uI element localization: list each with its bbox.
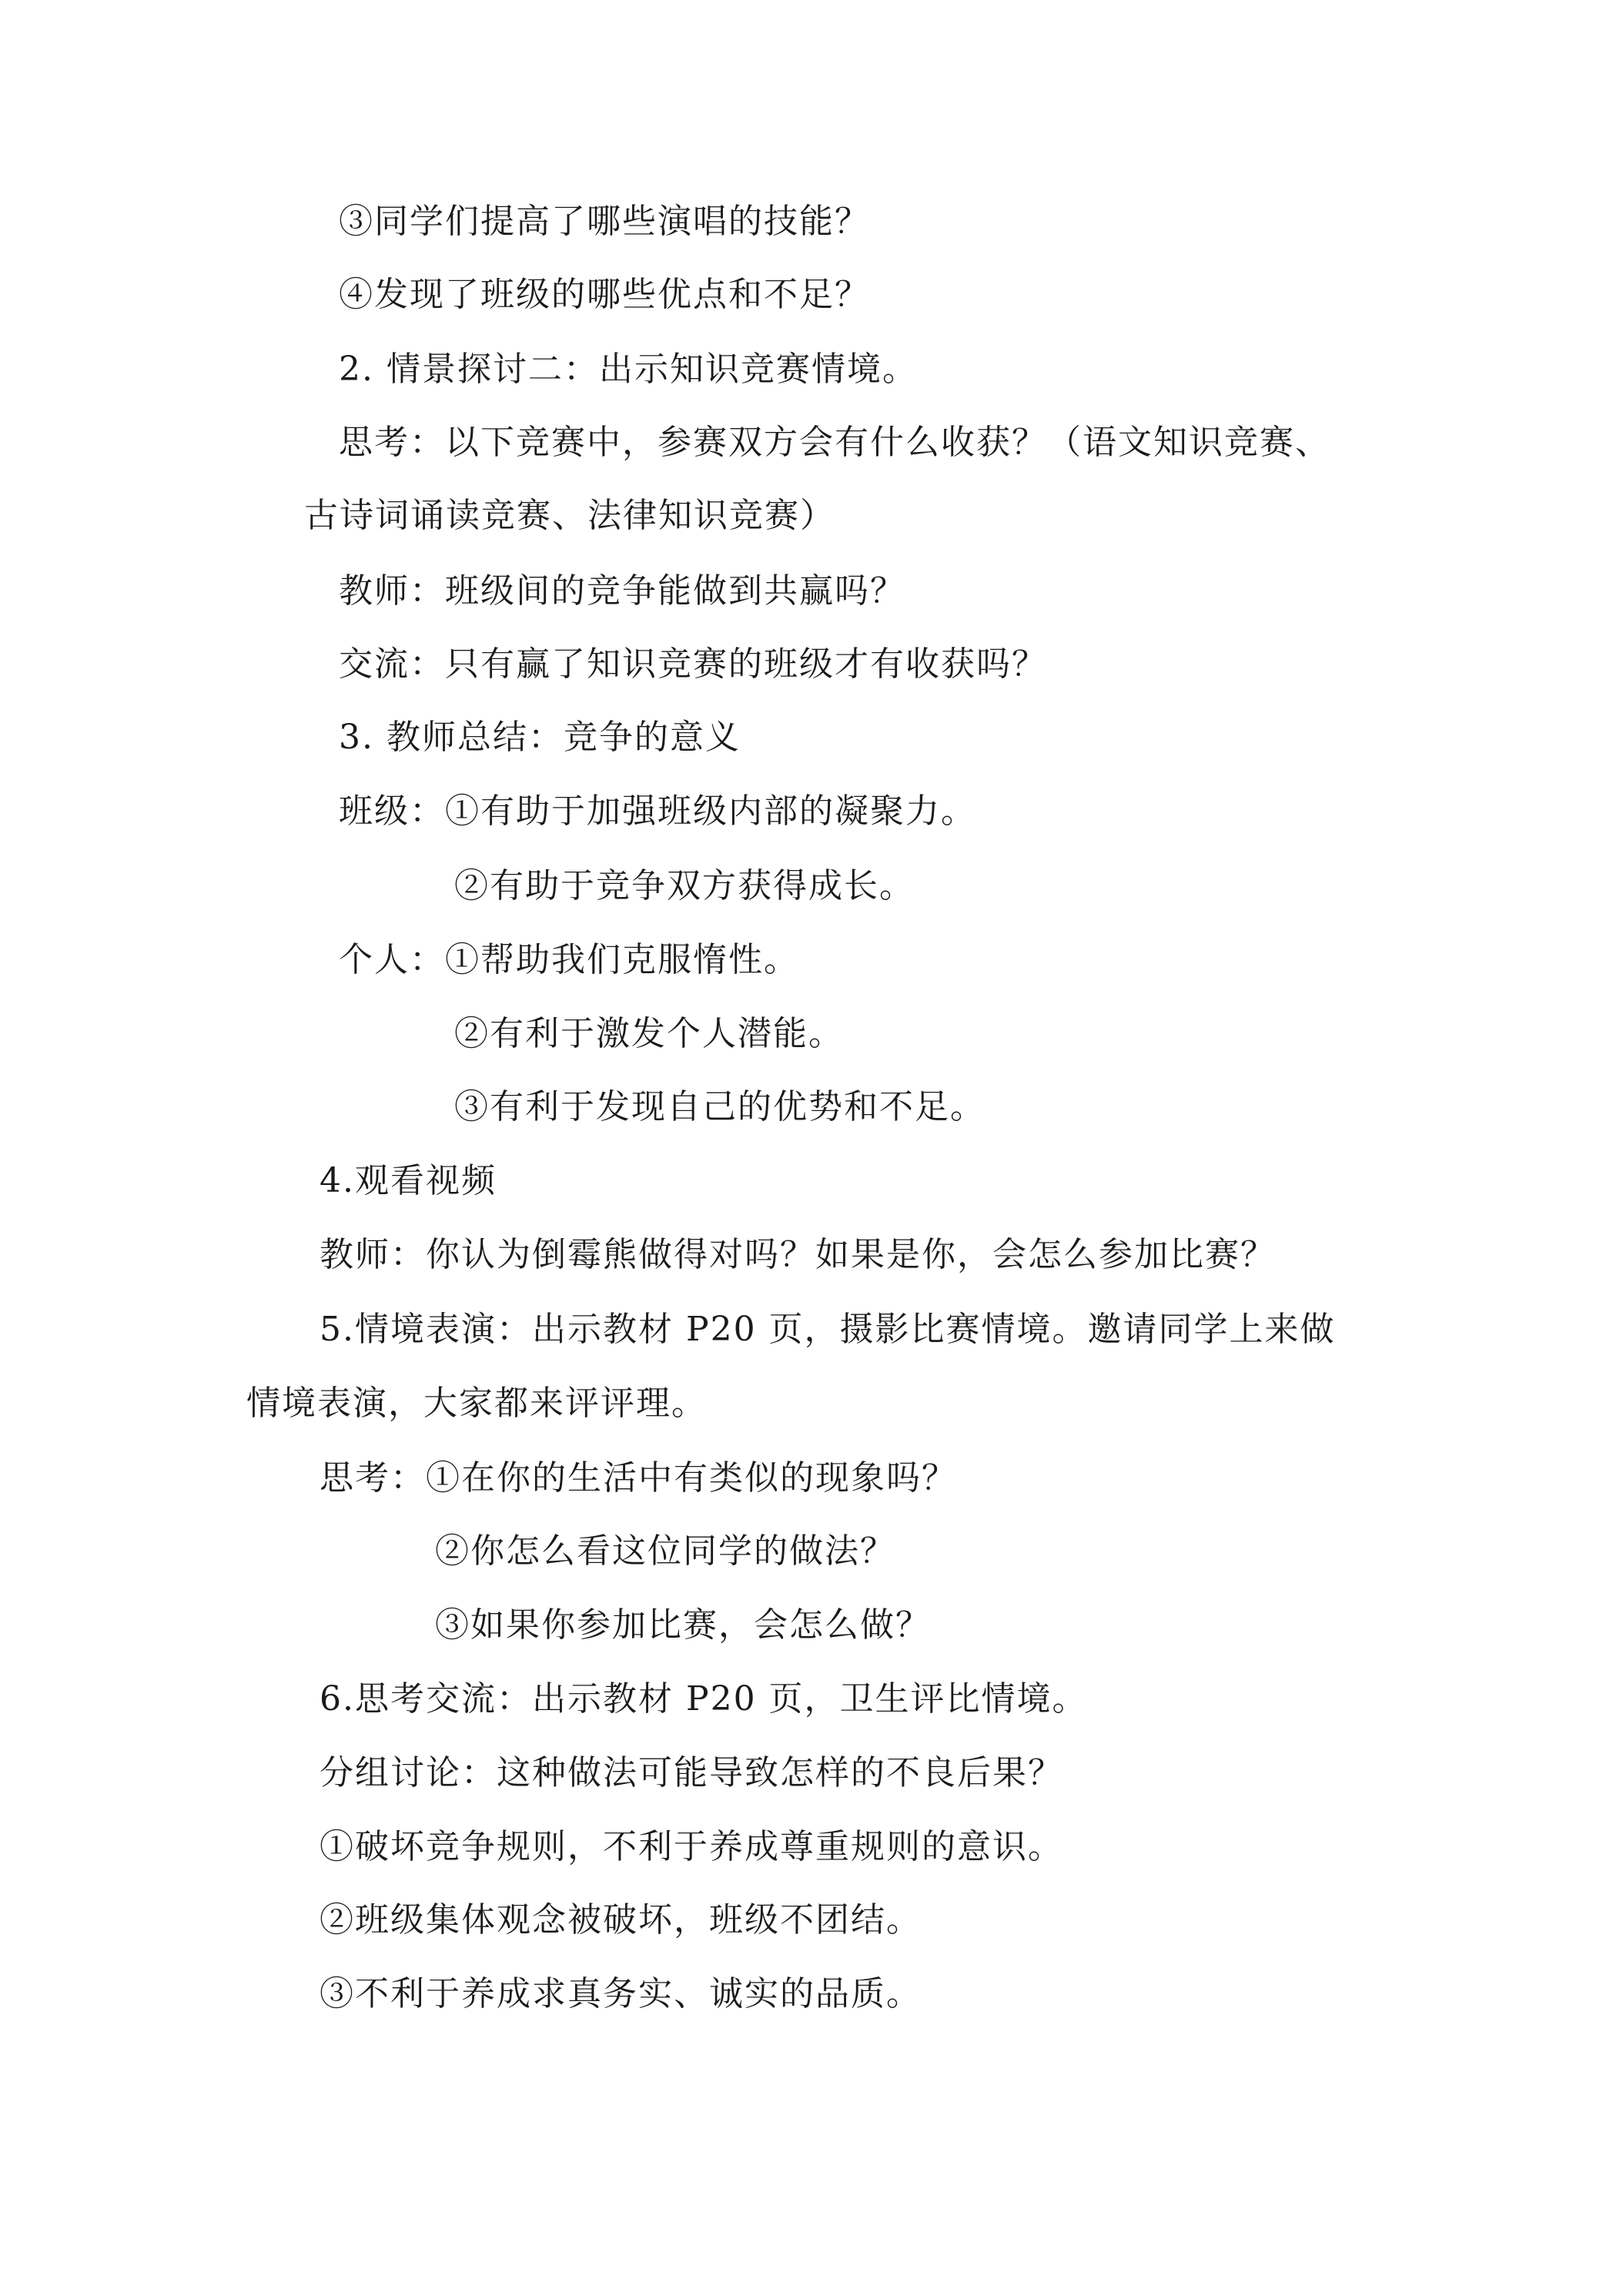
text-line: 4.观看视频 [320,1161,497,1200]
text-line: 5.情境表演：出示教材 P20 页，摄影比赛情境。邀请同学上来做 [320,1310,1336,1349]
text-line: ③有利于发现自己的优势和不足。 [454,1087,986,1126]
text-line: 教师：你认为倒霉熊做得对吗？如果是你，会怎么参加比赛？ [320,1235,1276,1274]
text-line: 分组讨论：这种做法可能导致怎样的不良后果？ [320,1753,1063,1792]
text-line: ③同学们提高了哪些演唱的技能？ [339,202,870,241]
text-line: ④发现了班级的哪些优点和不足？ [339,275,870,314]
text-line: 2. 情景探讨二：出示知识竞赛情境。 [339,350,918,389]
text-line: ③如果你参加比赛，会怎么做？ [435,1605,931,1645]
text-line: 班级：①有助于加强班级内部的凝聚力。 [339,792,976,831]
text-line: 思考：以下竞赛中，参赛双方会有什么收获？（语文知识竞赛、 [339,423,1330,462]
text-line: 交流：只有赢了知识竞赛的班级才有收获吗？ [339,644,1047,684]
text-line: ③不利于养成求真务实、诚实的品质。 [320,1974,922,2013]
text-line: 3. 教师总结：竞争的意义 [339,718,741,757]
text-line: ②班级集体观念被破坏，班级不团结。 [320,1900,922,1940]
text-line: 情境表演，大家都来评评理。 [246,1384,707,1423]
text-line: ①破坏竞争规则，不利于养成尊重规则的意识。 [320,1827,1063,1866]
text-line: 6.思考交流：出示教材 P20 页，卫生评比情境。 [320,1679,1088,1719]
text-line: ②有利于激发个人潜能。 [454,1014,844,1053]
text-line: ②你怎么看这位同学的做法？ [435,1531,895,1571]
text-line: 教师：班级间的竞争能做到共赢吗？ [339,571,905,611]
text-line: 个人：①帮助我们克服惰性。 [339,940,799,979]
text-line: ②有助于竞争双方获得成长。 [454,866,915,905]
text-line: 思考：①在你的生活中有类似的现象吗？ [320,1458,957,1498]
text-line: 古诗词诵读竞赛、法律知识竞赛） [304,496,835,535]
